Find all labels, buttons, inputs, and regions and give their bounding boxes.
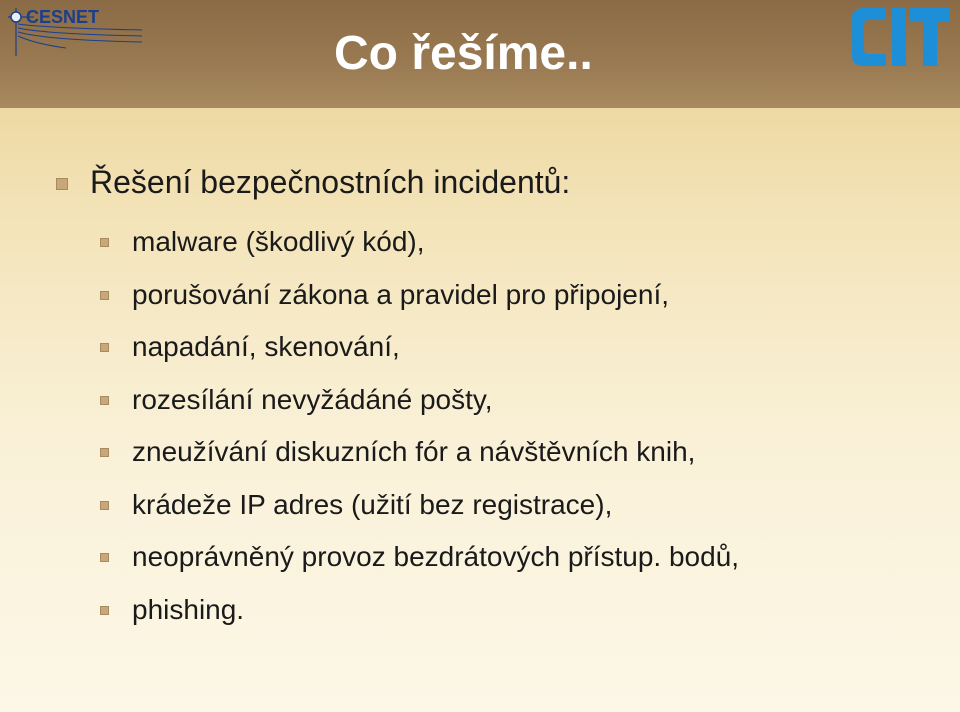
- list-item-text: phishing.: [132, 593, 245, 625]
- slide-title: Co řešíme..: [334, 27, 593, 80]
- list-item: [100, 275, 950, 328]
- list-item-text: zneužívání diskuzních fór a návštěvních knih,: [132, 436, 696, 467]
- list-item: [100, 485, 950, 538]
- sub-bullet-list: [100, 222, 950, 642]
- list-item-text: krádeže IP adres (užití bez registrace),: [132, 488, 613, 520]
- list-item-text: neoprávněný provoz bezdrátových přístup. bodů,: [132, 541, 740, 572]
- list-item: [100, 380, 950, 433]
- bullet-square-icon: [56, 178, 68, 190]
- cesnet-logo-text: CESNET: [26, 7, 100, 27]
- list-item: [100, 327, 950, 380]
- bullet-square-icon: [100, 343, 109, 352]
- bullet-square-icon: [100, 448, 109, 457]
- bullet-square-icon: [100, 553, 109, 562]
- list-item: [100, 222, 950, 275]
- bullet-square-icon: [100, 396, 109, 405]
- bullet-square-icon: [100, 291, 109, 300]
- list-item: [100, 590, 950, 643]
- list-item-text: porušování zákona a pravidel pro připojení,: [132, 278, 670, 310]
- list-item: [100, 537, 950, 590]
- bullet-square-icon: [100, 606, 109, 615]
- bullet-square-icon: [100, 238, 109, 247]
- main-bullet-text: Řešení bezpečnostních incidentů:: [90, 164, 571, 200]
- list-item-text: napadání, skenování,: [132, 331, 400, 362]
- list-item: [100, 432, 950, 485]
- list-item-text: rozesílání nevyžádáné pošty,: [132, 383, 493, 415]
- bullet-square-icon: [100, 501, 109, 510]
- list-item-text: malware (škodlivý kód),: [132, 226, 425, 257]
